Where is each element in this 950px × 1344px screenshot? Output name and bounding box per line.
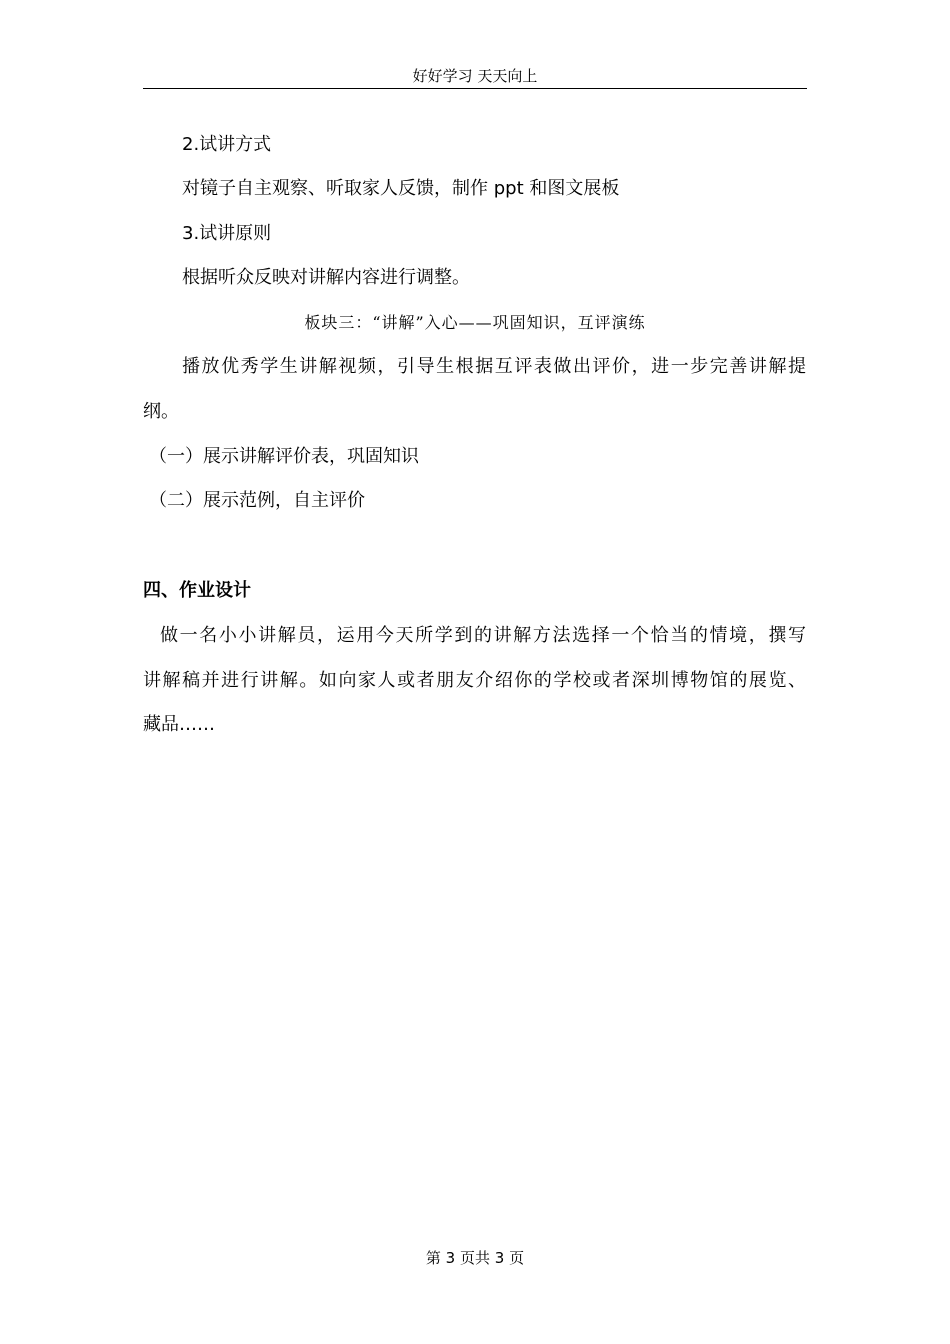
paragraph-video-line-2: 纲。 [143,401,179,422]
page-header: 好好学习 天天向上 [412,67,538,85]
header-divider [143,88,807,89]
paragraph-homework-line-1: 做一名小小讲解员，运用今天所学到的讲解方法选择一个恰当的情境，撰写 [160,625,806,646]
page-number-footer: 第 3 页共 3 页 [425,1249,525,1267]
subheading-trial-principle: 3.试讲原则 [182,223,272,244]
paragraph-trial-principle: 根据听众反映对讲解内容进行调整。 [182,267,470,288]
list-item-example: （二）展示范例，自主评价 [149,490,365,511]
paragraph-trial-method: 对镜子自主观察、听取家人反馈，制作 ppt 和图文展板 [182,178,620,199]
paragraph-homework-line-2: 讲解稿并进行讲解。如向家人或者朋友介绍你的学校或者深圳博物馆的展览、 [143,670,806,691]
paragraph-homework-line-3: 藏品…… [143,714,215,735]
subheading-trial-method: 2.试讲方式 [182,134,272,155]
paragraph-video-line-1: 播放优秀学生讲解视频，引导生根据互评表做出评价，进一步完善讲解提 [182,356,806,377]
section-four-title: 四、作业设计 [143,580,251,601]
list-item-evaluation-table: （一）展示讲解评价表，巩固知识 [149,446,419,467]
block-three-title: 板块三：“讲解”入心——巩固知识，互评演练 [304,313,646,332]
